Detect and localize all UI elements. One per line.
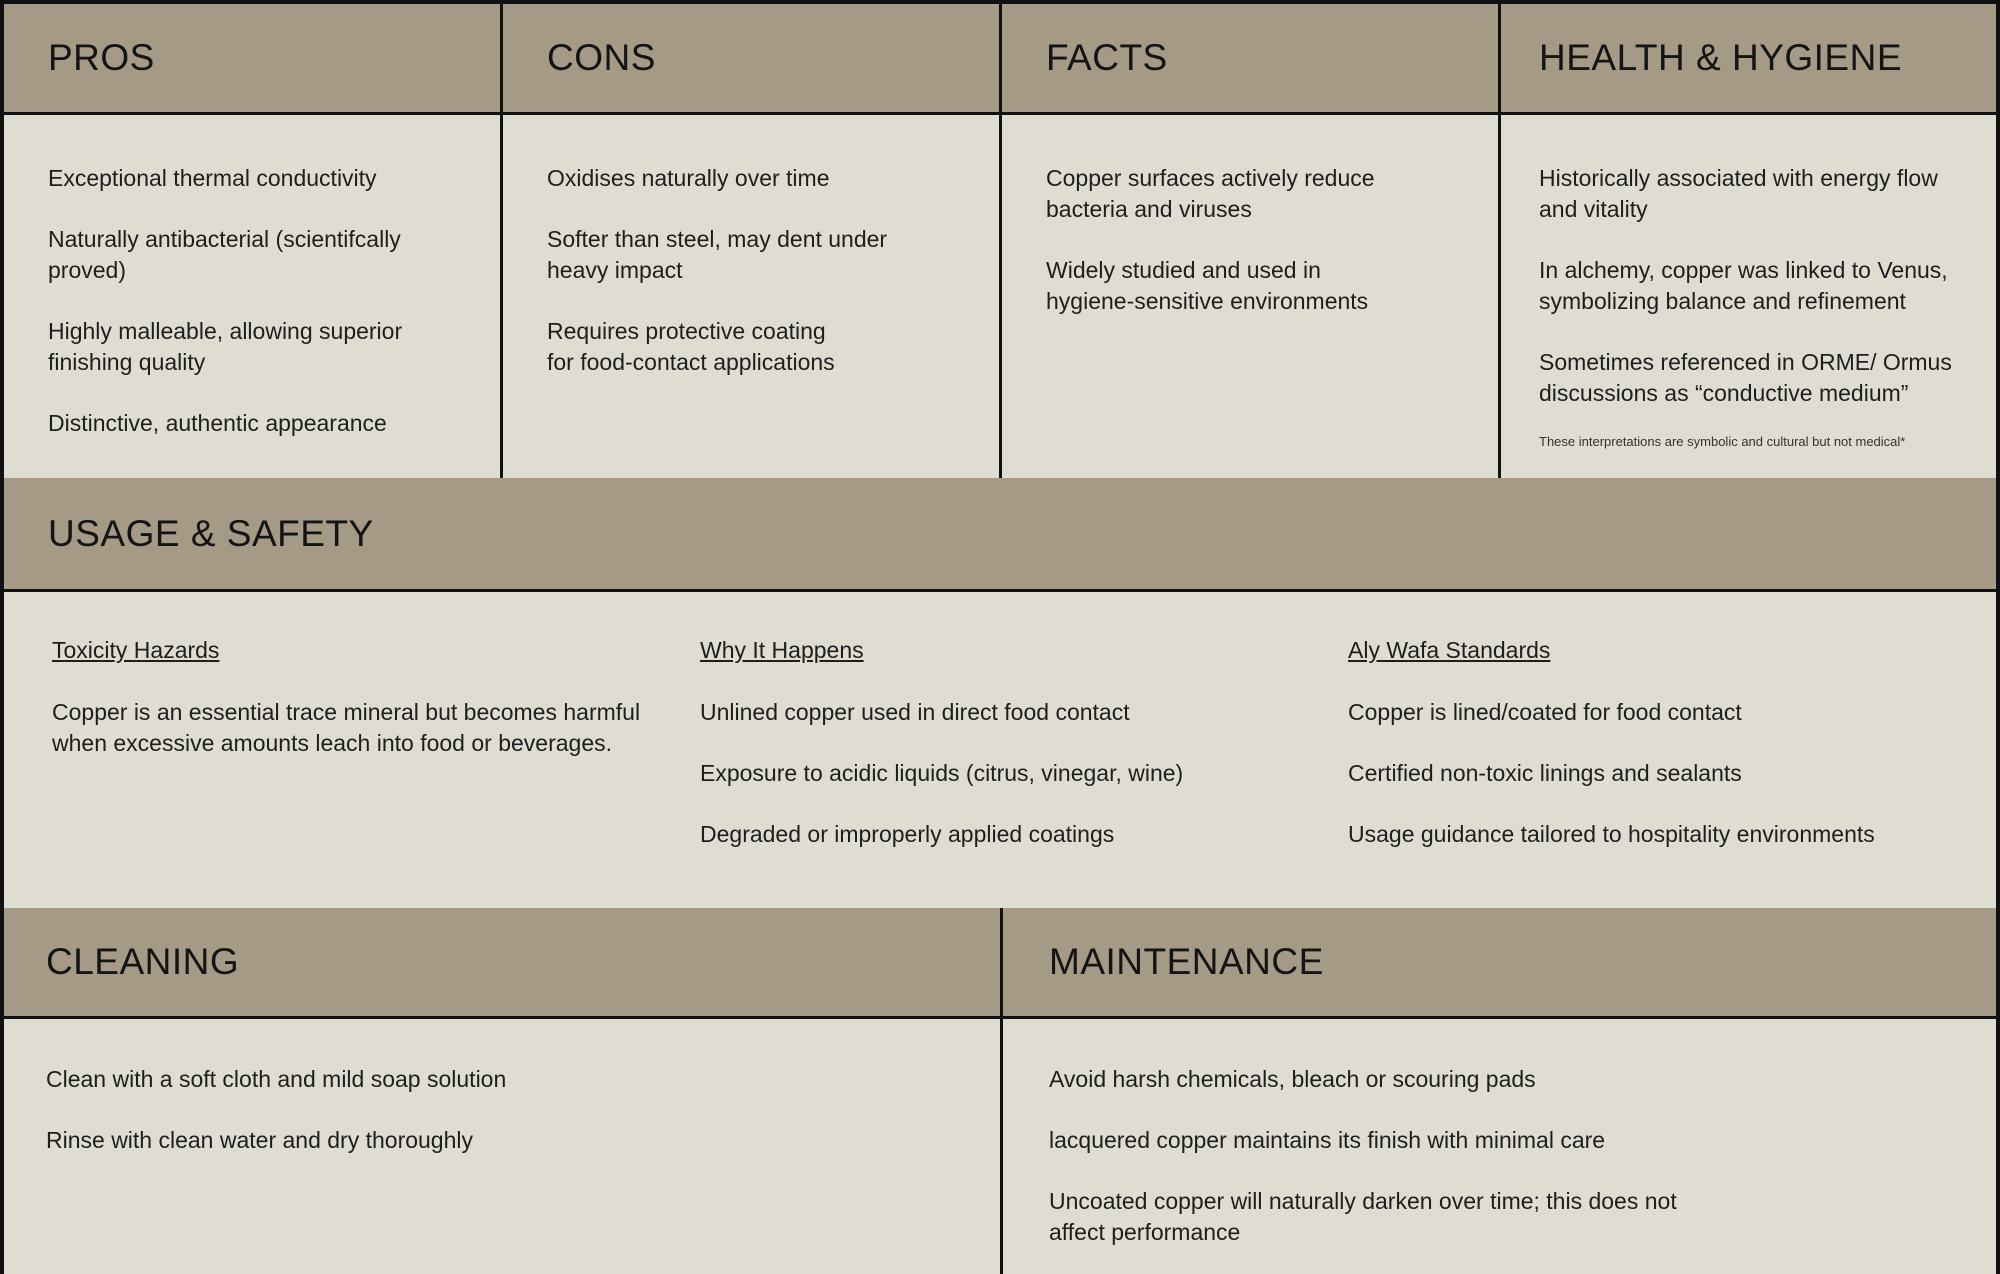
why-item: Exposure to acidic liquids (citrus, vinegar, wine) <box>700 760 1184 786</box>
why-item: Unlined copper used in direct food contact <box>700 699 1130 725</box>
cleaning-body <box>4 1019 1000 1274</box>
pros-item: Exceptional thermal conductivity <box>48 165 377 191</box>
health-item: Sometimes referenced in ORME/ Ormus discussions as “conductive medium” <box>1539 349 1952 406</box>
health-item: In alchemy, copper was linked to Venus, symbolizing balance and refinement <box>1539 257 1948 314</box>
pros-item: Naturally antibacterial (scientifcally proved) <box>48 226 401 283</box>
health-hygiene-body <box>1501 115 1996 478</box>
cleaning-header <box>4 908 1000 1019</box>
cons-item: Oxidises naturally over time <box>547 165 830 191</box>
maintenance-panel <box>1003 908 1996 1274</box>
toxicity-hazards-column <box>52 635 700 908</box>
facts-item: Copper surfaces actively reduce bacteria and viruses <box>1046 165 1375 222</box>
health-item: Historically associated with energy flow and vitality <box>1539 165 1938 222</box>
cons-title: CONS <box>547 37 656 78</box>
pros-header <box>4 4 500 115</box>
facts-body <box>1002 115 1498 478</box>
facts-header <box>1002 4 1498 115</box>
usage-safety-header <box>4 478 1996 592</box>
maintenance-title: MAINTENANCE <box>1049 941 1324 982</box>
usage-safety-section <box>4 478 1996 911</box>
pros-body <box>4 115 500 478</box>
facts-title: FACTS <box>1046 37 1168 78</box>
cons-item: Requires protective coating for food-contact applications <box>547 318 835 375</box>
why-it-happens-column <box>700 635 1348 908</box>
cons-body <box>503 115 999 478</box>
cleaning-panel <box>4 908 1003 1274</box>
cleaning-item: Rinse with clean water and dry thoroughly <box>46 1127 474 1153</box>
health-hygiene-header <box>1501 4 1996 115</box>
toxicity-item: Copper is an essential trace mineral but becomes harmful when excessive amounts leach into food or beverages. <box>52 699 641 756</box>
aly-wafa-standards-heading: Aly Wafa Standards <box>1348 637 1551 663</box>
maintenance-item: Avoid harsh chemicals, bleach or scouring pads <box>1049 1066 1536 1092</box>
health-disclaimer-note: These interpretations are symbolic and cultural but not medical* <box>1539 434 1906 449</box>
aly-wafa-standards-column <box>1348 635 1996 908</box>
cons-item: Softer than steel, may dent under heavy impact <box>547 226 888 283</box>
care-section <box>4 908 1996 1274</box>
pros-panel <box>4 4 503 478</box>
cleaning-item: Clean with a soft cloth and mild soap solution <box>46 1066 507 1092</box>
standards-item: Usage guidance tailored to hospitality environments <box>1348 821 1875 847</box>
maintenance-item: lacquered copper maintains its finish with minimal care <box>1049 1127 1606 1153</box>
maintenance-body <box>1003 1019 1996 1274</box>
pros-item: Distinctive, authentic appearance <box>48 410 387 436</box>
facts-item: Widely studied and used in hygiene-sensitive environments <box>1046 257 1369 314</box>
usage-safety-body <box>4 592 1996 908</box>
pros-item: Highly malleable, allowing superior finishing quality <box>48 318 403 375</box>
standards-item: Certified non-toxic linings and sealants <box>1348 760 1742 786</box>
standards-item: Copper is lined/coated for food contact <box>1348 699 1742 725</box>
cons-panel <box>503 4 1002 478</box>
health-hygiene-panel <box>1501 4 1996 478</box>
maintenance-header <box>1003 908 1996 1019</box>
toxicity-hazards-heading: Toxicity Hazards <box>52 637 220 663</box>
why-item: Degraded or improperly applied coatings <box>700 821 1115 847</box>
top-section <box>4 4 1996 481</box>
usage-safety-title: USAGE & SAFETY <box>48 512 374 554</box>
why-it-happens-heading: Why It Happens <box>700 637 864 663</box>
maintenance-item: Uncoated copper will naturally darken over time; this does not affect performance <box>1049 1188 1677 1245</box>
health-hygiene-title: HEALTH & HYGIENE <box>1539 37 1903 78</box>
cons-header <box>503 4 999 115</box>
pros-title: PROS <box>48 37 155 78</box>
cleaning-title: CLEANING <box>46 941 240 982</box>
facts-panel <box>1002 4 1501 478</box>
